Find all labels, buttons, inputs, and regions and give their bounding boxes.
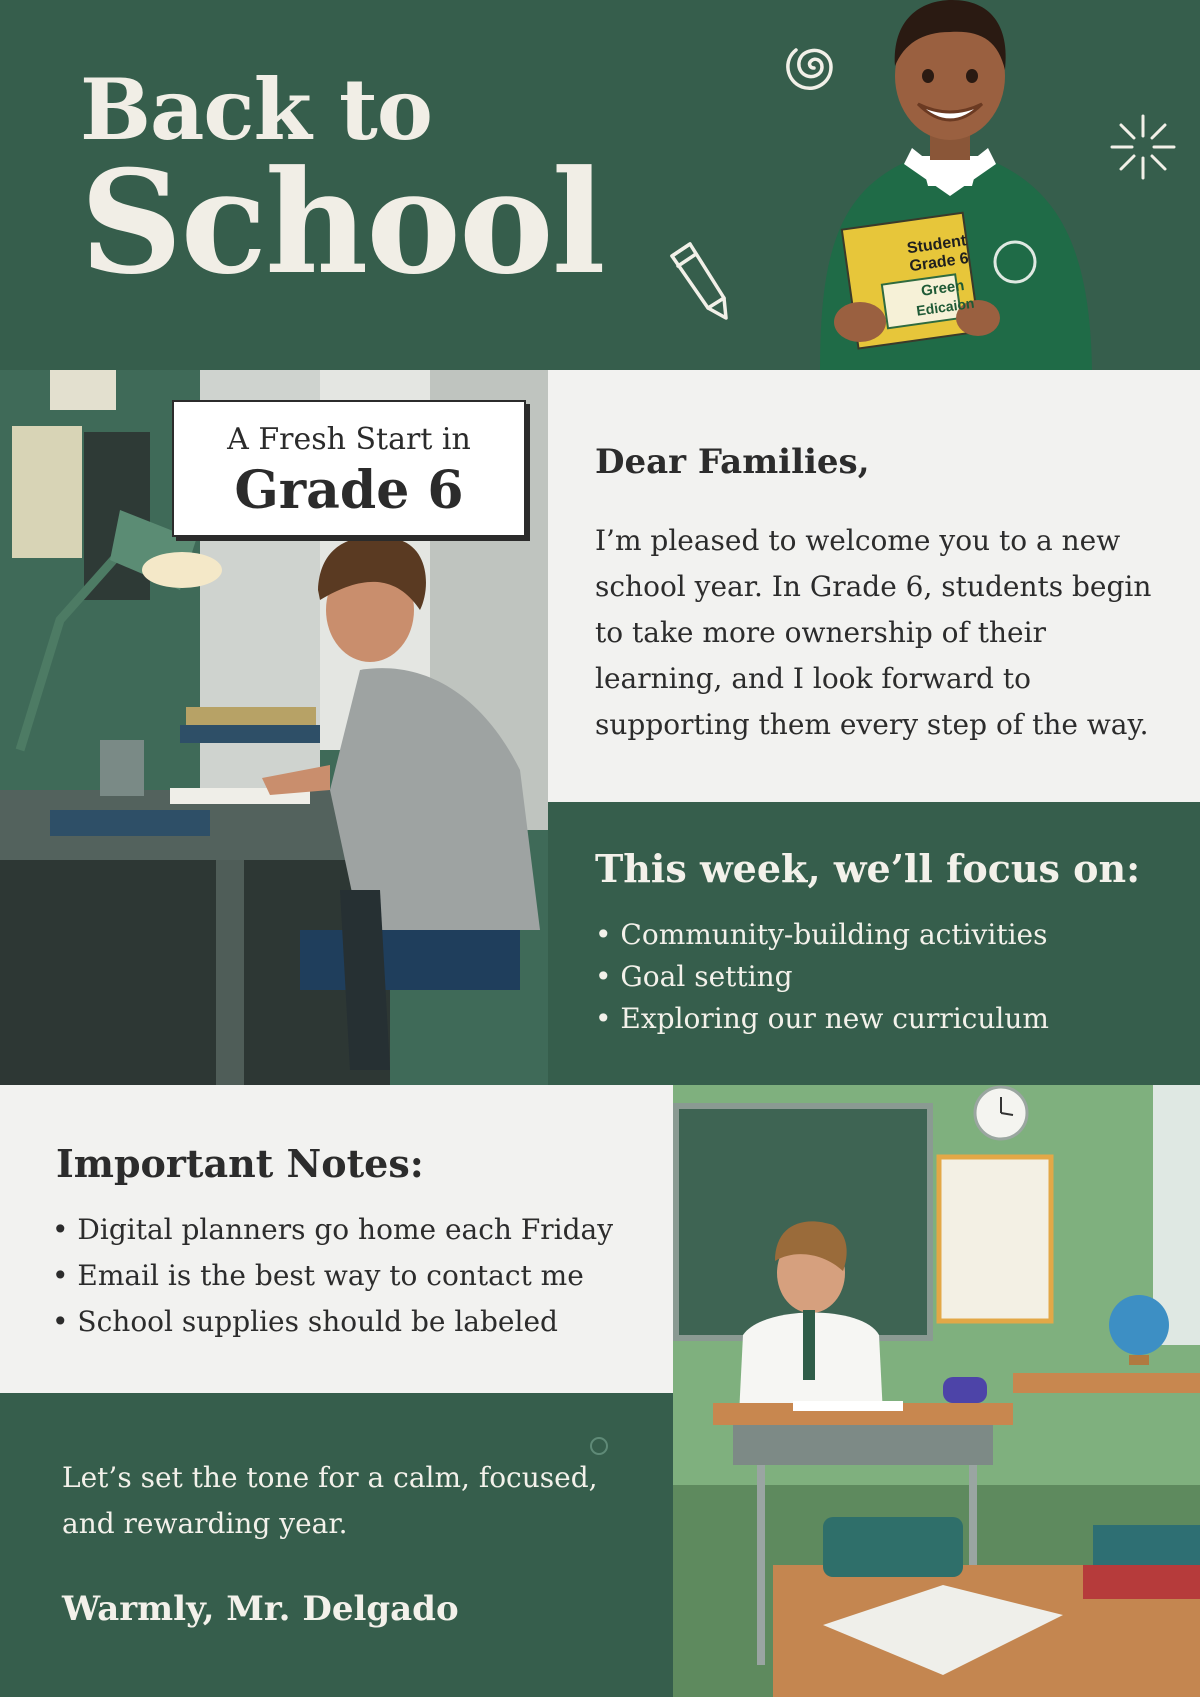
focus-list-item: • Community-building activities xyxy=(595,914,1049,956)
focus-list xyxy=(595,914,1049,1040)
grade-label-box xyxy=(172,400,526,537)
classroom-student-writing-image xyxy=(673,1085,1200,1697)
focus-list-item: • Exploring our new curriculum xyxy=(595,998,1049,1040)
focus-list-item: • Goal setting xyxy=(595,956,1049,998)
book-cover-line-1: Student xyxy=(905,232,968,258)
title-back-to: Back to xyxy=(80,60,432,159)
notes-heading: Important Notes: xyxy=(56,1141,424,1186)
book-cover-line-4: Edicaion xyxy=(915,294,976,319)
student-holding-book-image xyxy=(800,0,1100,370)
greeting-heading: Dear Families, xyxy=(595,442,870,482)
book-cover-line-2: Grade 6 xyxy=(908,250,970,276)
teacher-signature: Warmly, Mr. Delgado xyxy=(62,1589,459,1629)
weekly-focus-panel xyxy=(548,802,1200,1085)
title-school: School xyxy=(80,140,604,306)
welcome-paragraph: I’m pleased to welcome you to a new school year. In Grade 6, students begin to take more ownership of their learning, and I look forward to supporting them every step of the way. xyxy=(595,524,1152,741)
closing-panel xyxy=(0,1393,673,1697)
notes-list xyxy=(52,1207,613,1345)
notes-list-item: • School supplies should be labeled xyxy=(52,1299,613,1345)
important-notes-panel xyxy=(0,1085,673,1393)
notes-list-item: • Email is the best way to contact me xyxy=(52,1253,613,1299)
grade-label-subtitle: A Fresh Start in xyxy=(227,422,471,457)
book-cover-line-3: Green xyxy=(920,276,966,300)
closing-message: Let’s set the tone for a calm, focused, and rewarding year. xyxy=(62,1461,598,1540)
welcome-letter-panel xyxy=(548,370,1200,802)
notes-list-item: • Digital planners go home each Friday xyxy=(52,1207,613,1253)
focus-heading: This week, we’ll focus on: xyxy=(595,846,1141,891)
grade-label-title: Grade 6 xyxy=(234,460,464,521)
small-circle-decoration xyxy=(588,1435,610,1457)
pencil-doodle-icon xyxy=(668,240,734,322)
header-banner xyxy=(0,0,1200,370)
sparkle-doodle-icon xyxy=(1108,112,1178,182)
